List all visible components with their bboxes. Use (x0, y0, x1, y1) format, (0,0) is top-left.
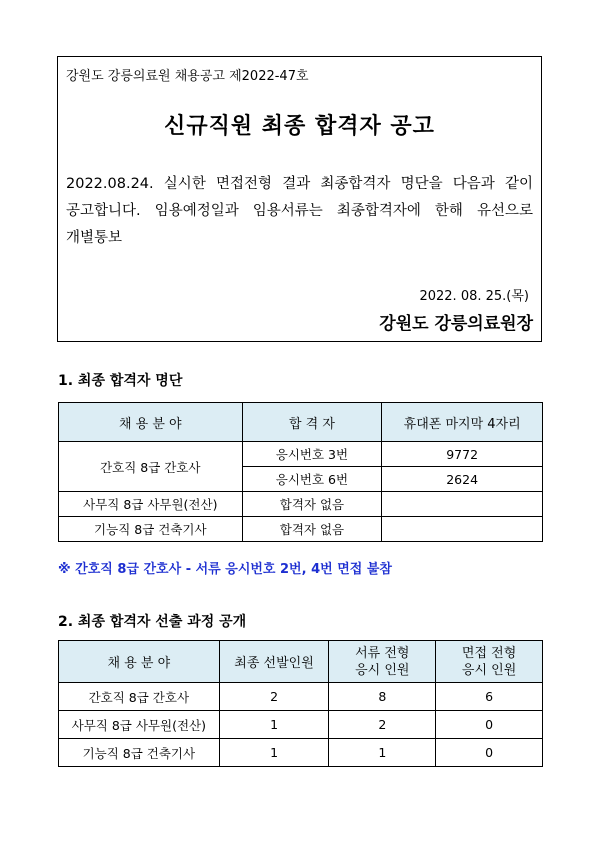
field-cell: 기능직 8급 건축기사 (59, 739, 220, 767)
header-field: 채 용 분 야 (59, 403, 243, 442)
field-cell: 간호직 8급 간호사 (59, 683, 220, 711)
interview-count-cell: 0 (436, 739, 543, 767)
interview-count-cell: 0 (436, 711, 543, 739)
notice-issuer: 강원도 강릉의료원장 (379, 314, 533, 334)
absence-note: ※ 간호직 8급 간호사 - 서류 응시번호 2번, 4번 면접 불참 (58, 562, 392, 577)
applicant-cell: 응시번호 6번 (242, 467, 382, 492)
notice-box (57, 56, 542, 342)
final-count-cell: 2 (219, 683, 329, 711)
header-final-count: 최종 선발인원 (219, 641, 329, 683)
table-row (59, 492, 543, 517)
notice-title: 신규직원 최종 합격자 공고 (164, 114, 435, 139)
header-document-count: 서류 전형 응시 인원 (329, 641, 436, 683)
field-cell: 사무직 8급 사무원(전산) (59, 492, 243, 517)
header-field: 채 용 분 야 (59, 641, 220, 683)
applicant-cell: 합격자 없음 (242, 492, 382, 517)
table-row (59, 683, 543, 711)
notice-number: 강원도 강릉의료원 채용공고 제2022-47호 (66, 69, 309, 84)
table-header-row (59, 403, 543, 442)
table-row (59, 442, 543, 467)
table-row (59, 517, 543, 542)
applicant-cell: 응시번호 3번 (242, 442, 382, 467)
section2-heading: 2. 최종 합격자 선출 과정 공개 (58, 614, 247, 630)
document-count-cell: 1 (329, 739, 436, 767)
document-count-cell: 8 (329, 683, 436, 711)
notice-date: 2022. 08. 25.(목) (419, 289, 529, 304)
table-row (59, 711, 543, 739)
header-passer: 합 격 자 (242, 403, 382, 442)
document-count-cell: 2 (329, 711, 436, 739)
phone-cell: 2624 (382, 467, 543, 492)
field-cell: 간호직 8급 간호사 (59, 442, 243, 492)
header-interview-count: 면접 전형 응시 인원 (436, 641, 543, 683)
interview-count-cell: 6 (436, 683, 543, 711)
final-passers-table (58, 402, 543, 542)
selection-process-table (58, 640, 543, 767)
phone-cell (382, 492, 543, 517)
table-row (59, 739, 543, 767)
notice-body: 2022.08.24. 실시한 면접전형 결과 최종합격자 명단을 다음과 같이 공고합니다. 임용예정일과 임용서류는 최종합격자에 한해 유선으로 개별통보 (66, 176, 533, 246)
final-count-cell: 1 (219, 711, 329, 739)
field-cell: 기능직 8급 건축기사 (59, 517, 243, 542)
final-count-cell: 1 (219, 739, 329, 767)
header-phone: 휴대폰 마지막 4자리 (382, 403, 543, 442)
applicant-cell: 합격자 없음 (242, 517, 382, 542)
field-cell: 사무직 8급 사무원(전산) (59, 711, 220, 739)
section1-heading: 1. 최종 합격자 명단 (58, 373, 183, 389)
phone-cell: 9772 (382, 442, 543, 467)
table-header-row (59, 641, 543, 683)
phone-cell (382, 517, 543, 542)
